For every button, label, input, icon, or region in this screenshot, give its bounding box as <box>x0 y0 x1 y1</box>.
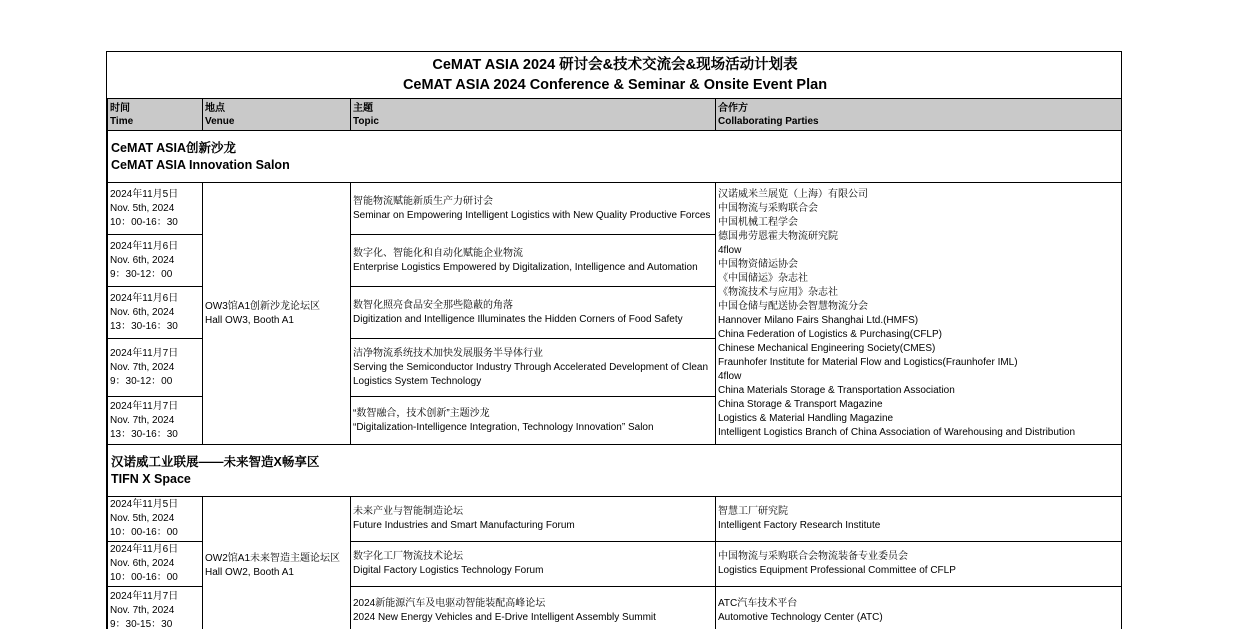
partner-cell: 中国物流与采购联合会物流装备专业委员会 Logistics Equipment Professional Committee of CFLP <box>716 542 1123 587</box>
partners-cell: 汉诺威米兰展览（上海）有限公司 中国物流与采购联合会 中国机械工程学会 德国弗劳恩霍夫物流研究院 4flow 中国物资储运协会 《中国储运》杂志社 《物流技术与应用》杂志社 中国仓储与配送协会智慧物流分会 Hannover Milano Fairs Shanghai Ltd.(HMFS) China Federation of Logistics & Purchasing(CFLP) Chinese Mechanical Engineering Society(CMES) Fraunhofer Institute for Material Flow and Logistics(Fraunhofer IML) 4flow China Materials Storage & Transportation Association China Storage & Transport Magazine Logistics & Material Handling Magazine Intelligent Logistics Branch of China Association of Warehousing and Distribution <box>716 183 1123 445</box>
topic-cell: “数智融合，技术创新”主题沙龙 “Digitalization-Intelligence Integration, Technology Innovation” Salon <box>351 397 716 445</box>
section-title-en: TIFN X Space <box>111 471 191 486</box>
header-venue: 地点 Venue <box>203 99 351 131</box>
event-plan-sheet <box>106 51 1122 629</box>
event-plan-table <box>107 52 1122 629</box>
venue-cell: OW2馆A1未来智造主题论坛区 Hall OW2, Booth A1 <box>203 497 351 629</box>
time-cell: 2024年11月5日 Nov. 5th, 2024 10：00-16：30 <box>108 183 203 235</box>
time-cell: 2024年11月6日 Nov. 6th, 2024 13：30-16：30 <box>108 287 203 339</box>
section-title-en: CeMAT ASIA Innovation Salon <box>111 157 290 172</box>
header-topic: 主题 Topic <box>351 99 716 131</box>
header-partners: 合作方 Collaborating Parties <box>716 99 1123 131</box>
topic-cell: 数智化照亮食品安全那些隐蔽的角落 Digitization and Intelligence Illuminates the Hidden Corners of Food Safety <box>351 287 716 339</box>
time-cell: 2024年11月7日 Nov. 7th, 2024 9：30-12：00 <box>108 339 203 397</box>
section-title-zh: CeMAT ASIA创新沙龙 <box>111 140 237 155</box>
time-cell: 2024年11月6日 Nov. 6th, 2024 10：00-16：00 <box>108 542 203 587</box>
time-cell: 2024年11月6日 Nov. 6th, 2024 9：30-12：00 <box>108 235 203 287</box>
partner-cell: 智慧工厂研究院 Intelligent Factory Research Institute <box>716 497 1123 542</box>
section-heading <box>108 131 1123 183</box>
time-cell: 2024年11月5日 Nov. 5th, 2024 10：00-16：00 <box>108 497 203 542</box>
table-row <box>108 497 1123 542</box>
table-row <box>108 183 1123 235</box>
venue-cell: OW3馆A1创新沙龙论坛区 Hall OW3, Booth A1 <box>203 183 351 445</box>
topic-cell: 数字化、智能化和自动化赋能企业物流 Enterprise Logistics Empowered by Digitalization, Intelligence and Automation <box>351 235 716 287</box>
topic-cell: 2024新能源汽车及电驱动智能装配高峰论坛 2024 New Energy Vehicles and E-Drive Intelligent Assembly Summit <box>351 587 716 629</box>
topic-cell: 智能物流赋能新质生产力研讨会 Seminar on Empowering Intelligent Logistics with New Quality Productive Forces <box>351 183 716 235</box>
partner-cell: ATC汽车技术平台 Automotive Technology Center (ATC) <box>716 587 1123 629</box>
topic-cell: 数字化工厂物流技术论坛 Digital Factory Logistics Technology Forum <box>351 542 716 587</box>
title-zh: CeMAT ASIA 2024 研讨会&技术交流会&现场活动计划表 <box>432 57 798 73</box>
title-en: CeMAT ASIA 2024 Conference & Seminar & Onsite Event Plan <box>402 77 828 93</box>
time-cell: 2024年11月7日 Nov. 7th, 2024 9：30-15：30 <box>108 587 203 629</box>
topic-cell: 洁净物流系统技术加快发展服务半导体行业 Serving the Semiconductor Industry Through Accelerated Development of Clean Logistics System Technology <box>351 339 716 397</box>
section-heading <box>108 445 1123 497</box>
time-cell: 2024年11月7日 Nov. 7th, 2024 13：30-16：30 <box>108 397 203 445</box>
topic-cell: 未来产业与智能制造论坛 Future Industries and Smart Manufacturing Forum <box>351 497 716 542</box>
section-title-zh: 汉诺威工业联展——未来智造X畅享区 <box>111 454 320 469</box>
page-title <box>108 52 1123 99</box>
title-row <box>108 52 1123 99</box>
header-time: 时间 Time <box>108 99 203 131</box>
header-row <box>108 99 1123 131</box>
